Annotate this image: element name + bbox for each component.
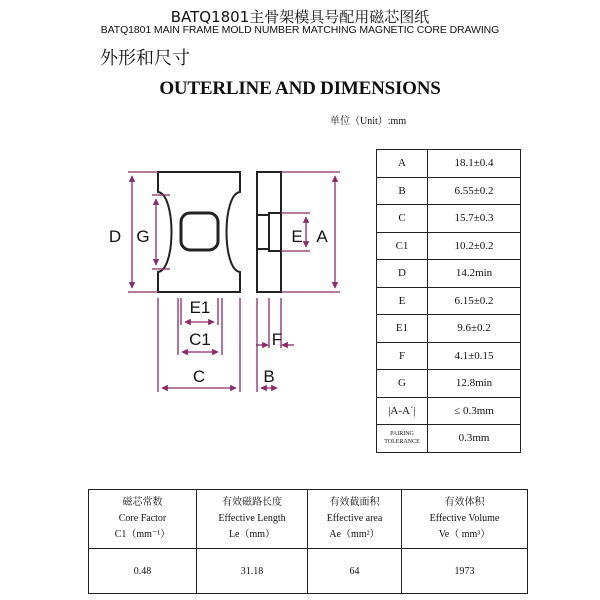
table-row — [89, 549, 528, 594]
dim-key: C1 — [377, 232, 428, 260]
value-cell: 1973 — [402, 549, 528, 594]
dim-value: 4.1±0.15 — [428, 342, 521, 370]
dim-value: 12.8min — [428, 370, 521, 398]
unit-note: 单位（Unit）:mm — [330, 116, 407, 127]
label-g: G — [136, 227, 150, 246]
header-cn: 磁芯常数 — [122, 497, 163, 508]
header-en: Core Factor — [118, 513, 167, 524]
dimensions-table — [376, 149, 521, 453]
header-en: Effective area — [326, 513, 383, 524]
table-row — [377, 150, 521, 178]
dim-key: PAIRING TOLERANCE — [377, 425, 428, 453]
table-row — [377, 397, 521, 425]
core-side-view — [257, 172, 281, 292]
value-cell: 64 — [308, 549, 402, 594]
table-row — [377, 425, 521, 453]
table-header-row — [89, 490, 528, 549]
header-cell — [402, 490, 528, 549]
label-e: E — [291, 227, 303, 246]
dim-key: E1 — [377, 315, 428, 343]
dim-key: D — [377, 260, 428, 288]
dim-key: F — [377, 342, 428, 370]
section-title-cn: 外形和尺寸 — [100, 48, 190, 69]
table-row — [377, 287, 521, 315]
header-cell — [197, 490, 308, 549]
header-en: Effective Length — [218, 513, 286, 524]
header-cn: 有效截面积 — [329, 497, 380, 508]
dim-key: A — [377, 150, 428, 178]
dim-value: 18.1±0.4 — [428, 150, 521, 178]
outline-heading: OUTERLINE AND DIMENSIONS — [159, 78, 441, 99]
header-cell — [89, 490, 197, 549]
core-constants-table — [88, 489, 528, 594]
dim-value: 10.2±0.2 — [428, 232, 521, 260]
dim-value: ≤ 0.3mm — [428, 397, 521, 425]
label-b: B — [263, 367, 275, 386]
dim-key: E — [377, 287, 428, 315]
value-cell: 31.18 — [197, 549, 308, 594]
label-e1: E1 — [189, 298, 211, 317]
table-row — [377, 205, 521, 233]
dim-value: 14.2min — [428, 260, 521, 288]
label-a: A — [316, 227, 328, 246]
dim-value: 15.7±0.3 — [428, 205, 521, 233]
header-sym: Ve（ mm³） — [438, 529, 491, 540]
table-row — [377, 370, 521, 398]
dim-value: 0.3mm — [428, 425, 521, 453]
value-cell: 0.48 — [89, 549, 197, 594]
label-c: C — [192, 367, 206, 386]
table-row — [377, 342, 521, 370]
dim-value: 6.15±0.2 — [428, 287, 521, 315]
drawing-title-cn: BATQ1801主骨架模具号配用磁芯图纸 — [170, 8, 430, 26]
label-d: D — [108, 227, 122, 246]
table-row — [377, 232, 521, 260]
table-row — [377, 260, 521, 288]
header-sym: C1（mm⁻¹） — [114, 529, 171, 540]
header-sym: Ae（mm²） — [329, 529, 380, 540]
table-row — [377, 177, 521, 205]
dim-key: B — [377, 177, 428, 205]
drawing-title-en: BATQ1801 MAIN FRAME MOLD NUMBER MATCHING MAGNETIC CORE DRAWING — [100, 24, 500, 36]
table-row — [377, 315, 521, 343]
header-sym: Le（mm） — [228, 529, 276, 540]
header-cell — [308, 490, 402, 549]
dim-key: C — [377, 205, 428, 233]
header-cn: 有效体积 — [444, 497, 485, 508]
header-en: Effective Volume — [429, 513, 500, 524]
label-f: F — [271, 330, 283, 349]
dim-key: G — [377, 370, 428, 398]
label-c1: C1 — [189, 330, 211, 349]
header-cn: 有效磁路长度 — [222, 497, 282, 508]
dim-value: 6.55±0.2 — [428, 177, 521, 205]
core-front-view — [158, 172, 240, 292]
dim-value: 9.6±0.2 — [428, 315, 521, 343]
dim-key: |A-A´| — [377, 397, 428, 425]
